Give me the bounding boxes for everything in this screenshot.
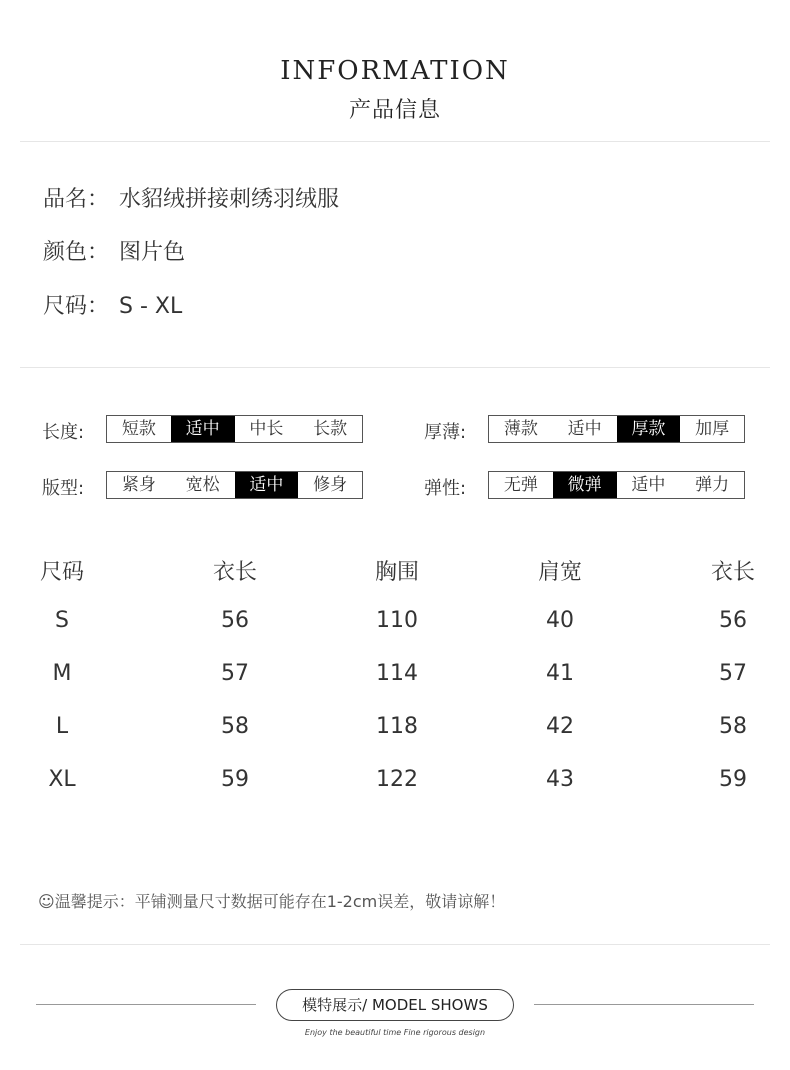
attr-option: 宽松	[185, 475, 220, 495]
warm-tip-text: 温馨提示：平铺测量尺寸数据可能存在1-2cm误差，敬请谅解！	[54, 892, 506, 911]
table-cell: 58	[719, 714, 747, 739]
footer-line-left	[36, 1004, 256, 1005]
attr-selector-length	[106, 415, 363, 443]
header-title-cn: 产品信息	[348, 98, 441, 123]
divider	[20, 944, 770, 945]
table-row	[20, 661, 770, 714]
attr-option: 短款	[121, 419, 156, 439]
attr-option: 弹力	[695, 475, 730, 495]
column-header: 尺码	[39, 560, 84, 585]
attr-selector-thickness	[488, 415, 745, 443]
attr-option: 适中	[631, 475, 666, 495]
column-header: 衣长	[212, 560, 257, 585]
table-cell: L	[55, 714, 69, 739]
table-cell: 57	[719, 661, 747, 686]
attr-option: 适中	[171, 416, 235, 442]
divider	[20, 141, 770, 142]
table-cell: 110	[376, 608, 418, 633]
attr-option: 紧身	[121, 475, 156, 495]
divider	[20, 367, 770, 368]
attr-label-length: 长度:	[42, 422, 85, 443]
info-value: 水貂绒拼接刺绣羽绒服	[119, 187, 340, 212]
attr-option: 修身	[313, 475, 348, 495]
info-row-name	[43, 182, 339, 213]
table-cell: 59	[221, 767, 249, 792]
attr-option: 长款	[313, 419, 348, 439]
attr-option: 适中	[235, 472, 299, 498]
table-cell: M	[52, 661, 72, 686]
info-label: 颜色：	[43, 240, 110, 265]
table-cell: 118	[376, 714, 418, 739]
attr-option: 适中	[567, 419, 602, 439]
warm-tip	[38, 889, 505, 912]
table-cell: 41	[546, 661, 574, 686]
attr-option: 中长	[249, 419, 284, 439]
attr-option: 薄款	[503, 419, 538, 439]
table-cell: 56	[719, 608, 747, 633]
attr-option: 加厚	[695, 419, 730, 439]
table-cell: 42	[546, 714, 574, 739]
table-cell: 56	[221, 608, 249, 633]
table-row	[20, 714, 770, 767]
header-title-en: INFORMATION	[280, 56, 510, 86]
attr-option: 厚款	[617, 416, 681, 442]
table-cell: 122	[376, 767, 418, 792]
attr-label-fit: 版型:	[42, 478, 85, 499]
size-table	[20, 555, 770, 820]
footer-line-right	[534, 1004, 754, 1005]
info-row-color	[43, 235, 185, 266]
size-table-header	[20, 555, 770, 608]
attr-label-elasticity: 弹性:	[424, 478, 467, 499]
attr-label-thickness: 厚薄:	[424, 422, 467, 443]
smile-icon: ☺	[38, 892, 55, 911]
attr-selector-fit	[106, 471, 363, 499]
info-row-size	[43, 289, 182, 320]
table-cell: 114	[376, 661, 418, 686]
table-cell: 59	[719, 767, 747, 792]
table-cell: 57	[221, 661, 249, 686]
model-shows-button[interactable]: 模特展示/ MODEL SHOWS	[276, 989, 514, 1021]
column-header: 胸围	[374, 560, 419, 585]
footer-tagline: Enjoy the beautiful time Fine rigorous design	[304, 1028, 486, 1037]
table-cell: 43	[546, 767, 574, 792]
table-row	[20, 767, 770, 820]
info-value: S - XL	[119, 294, 183, 319]
table-cell: 58	[221, 714, 249, 739]
table-row	[20, 608, 770, 661]
attr-selector-elasticity	[488, 471, 745, 499]
column-header: 衣长	[710, 560, 755, 585]
table-cell: S	[55, 608, 69, 633]
info-value: 图片色	[119, 240, 186, 265]
table-cell: XL	[48, 767, 76, 792]
table-cell: 40	[546, 608, 574, 633]
attr-option: 无弹	[503, 475, 538, 495]
column-header: 肩宽	[537, 560, 582, 585]
info-label: 尺码：	[43, 294, 110, 319]
info-label: 品名：	[43, 187, 110, 212]
attr-option: 微弹	[553, 472, 617, 498]
